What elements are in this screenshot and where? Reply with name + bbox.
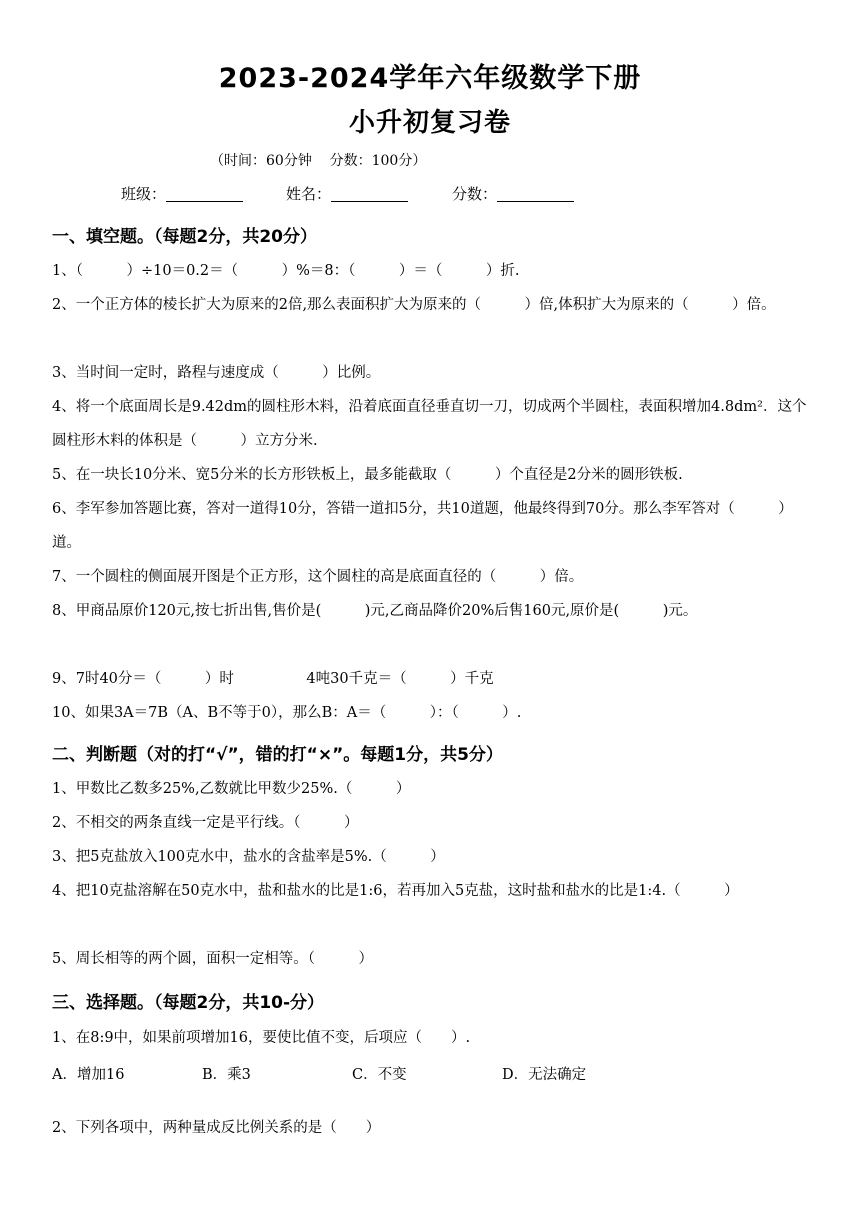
question-item: 3、把5克盐放入100克水中，盐水的含盐率是5%.（ ） [52, 849, 445, 865]
question-item: 6、李军参加答题比赛，答对一道得10分，答错一道扣5分，共10道题，他最终得到70分。那么李军答对（ ）道。 [52, 501, 793, 551]
option-b: B．乘3 [202, 1067, 251, 1083]
name-blank[interactable] [331, 186, 408, 202]
class-blank[interactable] [166, 186, 243, 202]
question-item: 2、一个正方体的棱长扩大为原来的2倍,那么表面积扩大为原来的（ ）倍,体积扩大为原来的（ ）倍。 [52, 297, 776, 313]
question-item: 1、（ ）÷10＝0.2＝（ ）%＝8：（ ）＝（ ）折. [52, 263, 520, 279]
question-item: 8、甲商品原价120元,按七折出售,售价是( )元,乙商品降价20%后售160元,原价是( )元。 [52, 603, 698, 619]
option-a: A．增加16 [52, 1067, 125, 1083]
name-label: 姓名： [286, 185, 332, 203]
class-field[interactable] [121, 183, 243, 204]
exam-title: 2023-2024学年六年级数学下册 [218, 63, 642, 94]
question-item: 1、在8:9中，如果前项增加16，要使比值不变，后项应（ ）. [52, 1030, 471, 1046]
option-c: C．不变 [352, 1067, 407, 1083]
question-item: 1、甲数比乙数多25%,乙数就比甲数少25%.（ ） [52, 781, 411, 797]
question-item: 5、周长相等的两个圆，面积一定相等。（ ） [52, 951, 373, 967]
section-true-false-heading: 二、判断题（对的打“√”，错的打“×”。每题1分，共5分） [52, 745, 503, 765]
question-item: 3、当时间一定时，路程与速度成（ ）比例。 [52, 365, 381, 381]
question-item: 2、下列各项中，两种量成反比例关系的是（ ） [52, 1120, 381, 1136]
section-multiple-choice-heading: 三、选择题。（每题2分，共10-分） [52, 993, 325, 1013]
question-item: 5、在一块长10分米、宽5分米的长方形铁板上，最多能截取（ ）个直径是2分米的圆形铁板. [52, 467, 683, 483]
score-blank[interactable] [497, 186, 574, 202]
class-label: 班级： [121, 185, 167, 203]
question-item: 4、将一个底面周长是9.42dm的圆柱形木料，沿着底面直径垂直切一刀，切成两个半圆柱，表面积增加4.8dm²．这个圆柱形木料的体积是（ ）立方分米. [52, 399, 807, 449]
question-item: 2、不相交的两条直线一定是平行线。（ ） [52, 815, 359, 831]
option-d: D．无法确定 [502, 1067, 587, 1083]
question-item: 4、把10克盐溶解在50克水中，盐和盐水的比是1:6，若再加入5克盐，这时盐和盐水的比是1:4.（ ） [52, 883, 739, 899]
exam-time-score: （时间：60分钟 分数：100分） [210, 153, 427, 169]
question-item: 9、7时40分＝（ ）时 4吨30千克＝（ ）千克 [52, 671, 494, 687]
section-fill-in-heading: 一、填空题。（每题2分，共20分） [52, 227, 317, 247]
question-item: 10、如果3A＝7B（A、B不等于0），那么B：A＝（ ）：（ ）. [52, 705, 522, 721]
name-field[interactable] [286, 183, 408, 204]
score-field[interactable] [452, 183, 574, 204]
exam-subtitle: 小升初复习卷 [348, 108, 511, 138]
question-item: 7、一个圆柱的侧面展开图是个正方形，这个圆柱的高是底面直径的（ ）倍。 [52, 569, 584, 585]
score-label: 分数： [452, 185, 498, 203]
